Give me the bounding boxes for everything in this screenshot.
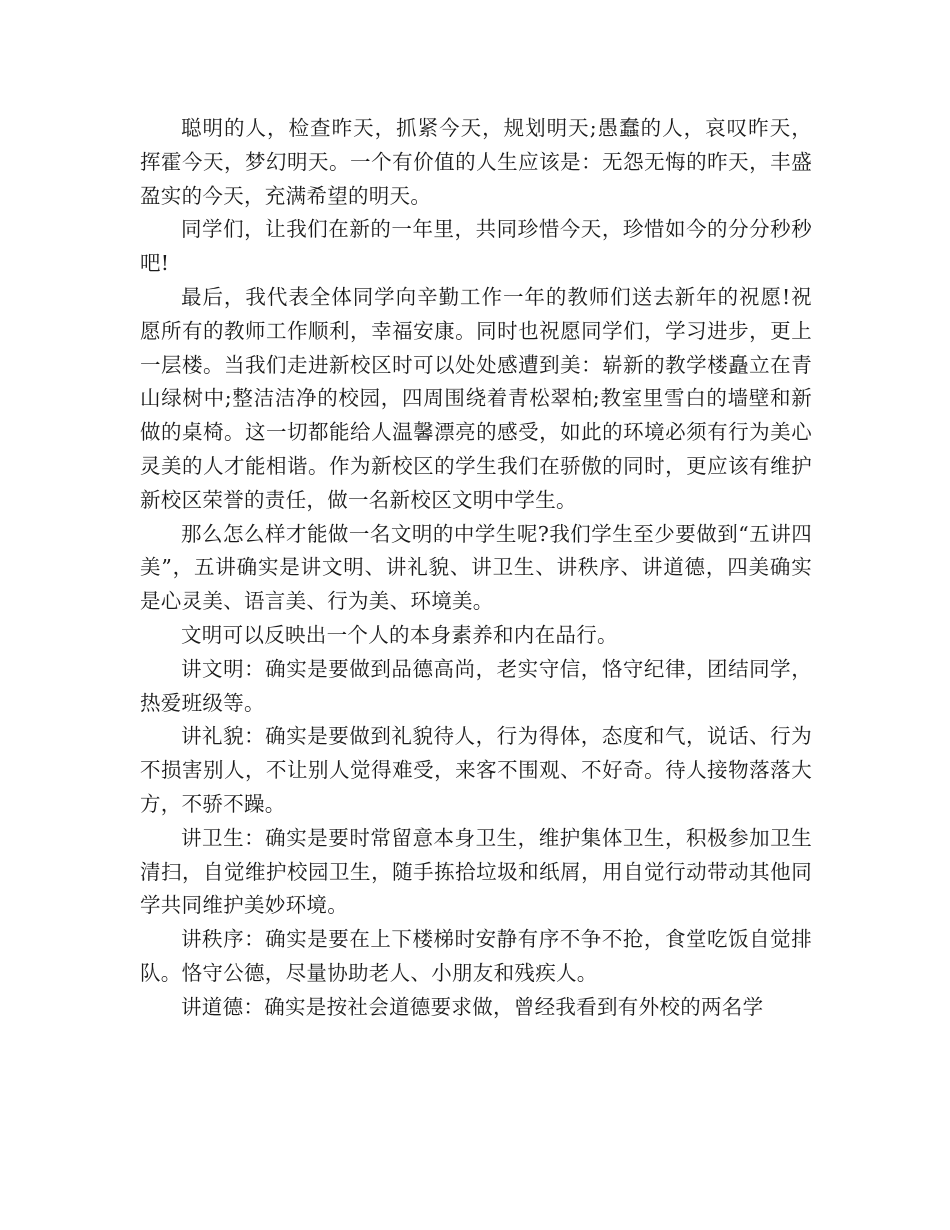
paragraph-5: 文明可以反映出一个人的本身素养和内在品行。 xyxy=(181,622,618,647)
paragraph-8: 讲卫生：确实是要时常留意本身卫生，维护集体卫生，积极参加卫生清扫，自觉维护校园卫生，随手拣拾垃圾和纸屑，用自觉行动带动其他同学共同维护美妙环境。 xyxy=(140,825,812,918)
paragraph-9: 讲秩序：确实是要在上下楼梯时安静有序不争不抢，食堂吃饭自觉排队。恪守公德，尽量协助老人、小朋友和残疾人。 xyxy=(140,927,812,985)
paragraph-3: 最后，我代表全体同学向辛勤工作一年的教师们送去新年的祝愿!祝愿所有的教师工作顺利，幸福安康。同时也祝愿同学们，学习进步，更上一层楼。当我们走进新校区时可以处处感遭到美：崭新的教学楼矗立在青山绿树中;整洁洁净的校园，四周围绕着青松翠柏;教室里雪白的墙壁和新做的桌椅。这一切都能给人温馨漂亮的感受，如此的环境必须有行为美心灵美的人才能相谐。作为新校区的学生我们在骄傲的同时，更应该有维护新校区荣誉的责任，做一名新校区文明中学生。 xyxy=(140,284,812,512)
paragraph-10: 讲道德：确实是按社会道德要求做，曾经我看到有外校的两名学 xyxy=(181,994,764,1019)
paragraph-2: 同学们，让我们在新的一年里，共同珍惜今天，珍惜如今的分分秒秒吧! xyxy=(140,217,812,276)
paragraph-7: 讲礼貌：确实是要做到礼貌待人，行为得体，态度和气，说话、行为不损害别人，不让别人觉得难受，来客不围观、不好奇。待人接物落落大方，不骄不躁。 xyxy=(140,724,812,816)
document-page xyxy=(140,112,812,1025)
paragraph-6: 讲文明：确实是要做到品德高尚，老实守信，恪守纪律，团结同学，热爱班级等。 xyxy=(140,656,812,715)
paragraph-4: 那么怎么样才能做一名文明的中学生呢?我们学生至少要做到“五讲四美”，五讲确实是讲文明、讲礼貌、讲卫生、讲秩序、讲道德，四美确实是心灵美、语言美、行为美、环境美。 xyxy=(140,521,812,614)
paragraph-1: 聪明的人，检查昨天，抓紧今天，规划明天;愚蠢的人，哀叹昨天，挥霍今天，梦幻明天。一个有价值的人生应该是：无怨无悔的昨天，丰盛盈实的今天，充满希望的明天。 xyxy=(140,116,812,208)
